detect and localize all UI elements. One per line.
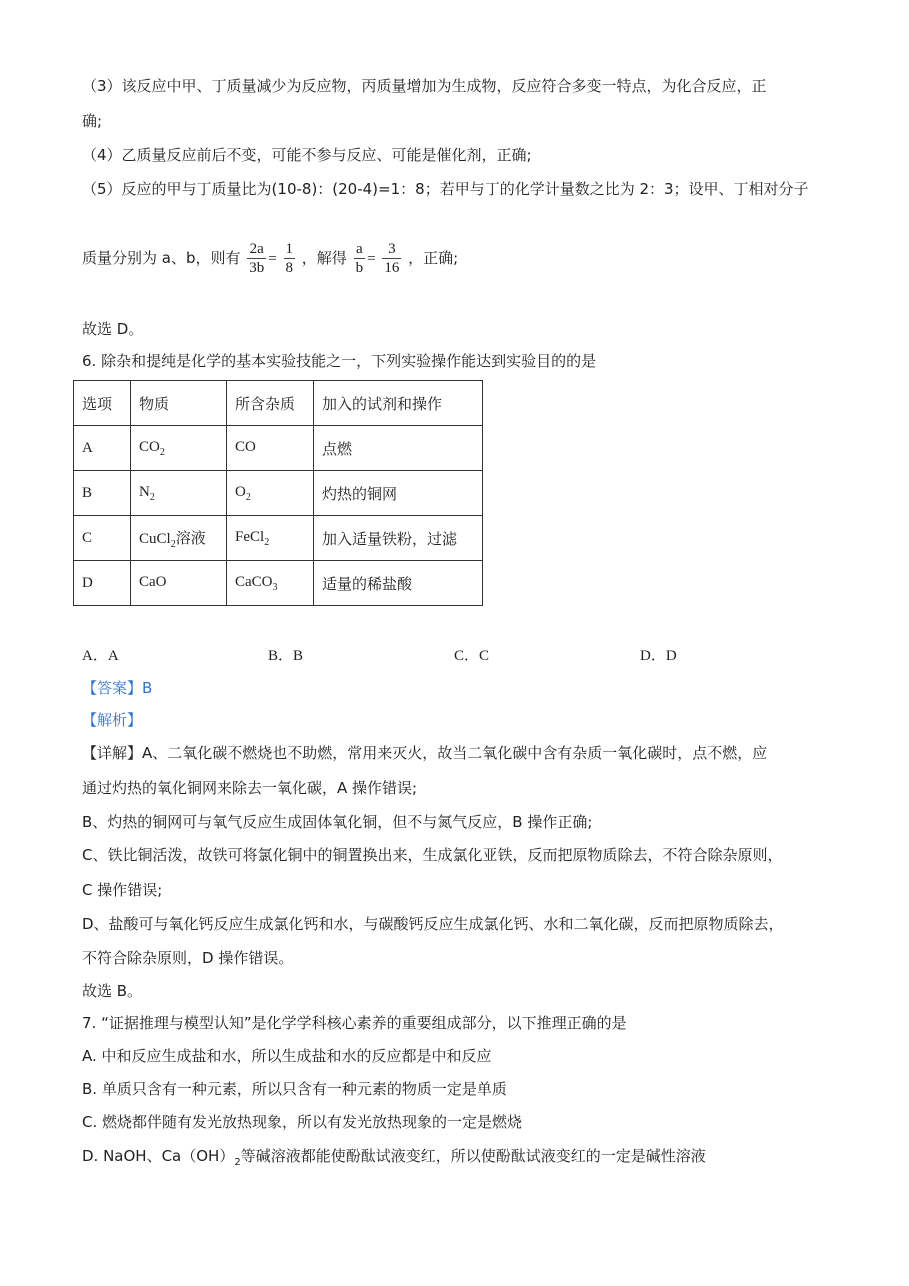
item-5-mid: ，解得 [301, 249, 347, 267]
detail-a-line-2: 通过灼热的氧化铜网来除去一氧化碳，A 操作错误; [82, 779, 418, 797]
equals-sign: = [367, 251, 376, 267]
substance-cell [131, 561, 227, 606]
detail-d-line-2: 不符合除杂原则，D 操作错误。 [82, 949, 294, 967]
table-header-row [74, 381, 483, 426]
subscript: 2 [234, 1157, 241, 1168]
operation-cell: 点燃 [314, 426, 483, 471]
operation-cell: 适量的稀盐酸 [314, 561, 483, 606]
subscript: 2 [264, 536, 270, 548]
formula: CaO [139, 573, 167, 590]
options-table [73, 380, 483, 606]
item-3-line-2: 确; [82, 112, 103, 130]
detail-a-line-1: 【详解】A、二氧化碳不燃烧也不助燃，常用来灭火，故当二氧化碳中含有杂质一氧化碳时，点不燃，应 [82, 744, 768, 762]
table-row [74, 516, 483, 561]
fraction-1-8 [284, 240, 296, 277]
table-row [74, 471, 483, 516]
question-6-stem: 6. 除杂和提纯是化学的基本实验技能之一，下列实验操作能达到实验目的的是 [82, 352, 597, 370]
operation-cell: 加入适量铁粉，过滤 [314, 516, 483, 561]
choice-d: D．D [640, 648, 677, 664]
item-5-line-1: （5）反应的甲与丁质量比为(10-8)：(20-4)=1：8；若甲与丁的化学计量数之比为 2：3；设甲、丁相对分子 [82, 180, 809, 198]
fraction-denominator: b [355, 260, 364, 276]
choose-b: 故选 B。 [82, 982, 143, 1000]
q7-option-d-prefix: D. NaOH、Ca（OH） [82, 1147, 235, 1165]
impurity-cell [227, 561, 314, 606]
formula: CO [235, 438, 256, 455]
fraction-numerator: 3 [382, 240, 401, 259]
formula: N [139, 483, 150, 500]
substance-cell [131, 516, 227, 561]
question-7-stem: 7. “证据推理与模型认知”是化学学科核心素养的重要组成部分，以下推理正确的是 [82, 1014, 627, 1032]
option-cell: D [74, 561, 131, 606]
subscript: 3 [272, 581, 278, 593]
fraction-a-b [354, 240, 366, 277]
item-4: （4）乙质量反应前后不变，可能不参与反应、可能是催化剂，正确; [82, 146, 532, 164]
subscript: 2 [159, 446, 165, 458]
choice-a: A．A [82, 648, 119, 664]
formula: CuCl [139, 530, 171, 547]
fraction-numerator: a [354, 240, 366, 259]
table-row [74, 561, 483, 606]
formula: FeCl [235, 528, 265, 545]
choice-c: C．C [454, 648, 490, 664]
fraction-2a-3b [247, 240, 266, 277]
detail-c-line-2: C 操作错误; [82, 881, 163, 899]
impurity-cell [227, 426, 314, 471]
item-5-prefix: 质量分别为 a、b，则有 [82, 249, 241, 267]
detail-d-line-1: D、盐酸可与氧化钙反应生成氯化钙和水，与碳酸钙反应生成氯化钙、水和二氧化碳，反而把原物质除去， [82, 915, 784, 933]
header-cell: 所含杂质 [227, 381, 314, 426]
item-5-suffix: ，正确; [408, 249, 459, 267]
option-cell: A [74, 426, 131, 471]
fraction-denominator: 3b [249, 260, 265, 276]
substance-cell [131, 471, 227, 516]
q7-option-d-suffix: 等碱溶液都能使酚酞试液变红，所以使酚酞试液变红的一定是碱性溶液 [240, 1147, 706, 1165]
subscript: 2 [170, 538, 176, 550]
substance-cell [131, 426, 227, 471]
operation-cell: 灼热的铜网 [314, 471, 483, 516]
item-3-line-1: （3）该反应中甲、丁质量减少为反应物，丙质量增加为生成物，反应符合多变一特点，为化合反应，正 [82, 77, 767, 95]
header-cell: 选项 [74, 381, 131, 426]
fraction-numerator: 1 [285, 241, 294, 257]
subscript: 2 [245, 491, 251, 503]
item-5-line-2 [82, 238, 458, 279]
impurity-cell [227, 471, 314, 516]
fraction-numerator: 2a [247, 240, 266, 259]
detail-c-line-1: C、铁比铜活泼，故铁可将氯化铜中的铜置换出来，生成氯化亚铁，反而把原物质除去，不符合除杂原则， [82, 846, 783, 864]
subscript: 2 [149, 491, 155, 503]
q7-option-a: A. 中和反应生成盐和水，所以生成盐和水的反应都是中和反应 [82, 1047, 492, 1065]
choice-b: B．B [268, 648, 304, 664]
choose-d: 故选 D。 [82, 320, 144, 338]
option-cell: C [74, 516, 131, 561]
table-row [74, 426, 483, 471]
q7-option-c: C. 燃烧都伴随有发光放热现象，所以有发光放热现象的一定是燃烧 [82, 1113, 523, 1131]
detail-b: B、灼热的铜网可与氧气反应生成固体氧化铜，但不与氮气反应，B 操作正确; [82, 813, 593, 831]
formula-rest: 溶液 [175, 528, 206, 547]
equals-sign: = [268, 251, 277, 267]
formula: CaCO [235, 573, 273, 590]
formula: CO [139, 438, 160, 455]
q7-option-b: B. 单质只含有一种元素，所以只含有一种元素的物质一定是单质 [82, 1080, 507, 1098]
fraction-denominator: 16 [384, 260, 400, 276]
option-cell: B [74, 471, 131, 516]
impurity-cell [227, 516, 314, 561]
answer-label: 【答案】B [82, 679, 153, 697]
fraction-denominator: 8 [285, 260, 294, 276]
analysis-label: 【解析】 [82, 711, 143, 729]
header-cell: 加入的试剂和操作 [314, 381, 483, 426]
header-cell: 物质 [131, 381, 227, 426]
formula: O [235, 483, 246, 500]
q7-option-d [82, 1145, 706, 1174]
fraction-3-16 [382, 240, 401, 277]
